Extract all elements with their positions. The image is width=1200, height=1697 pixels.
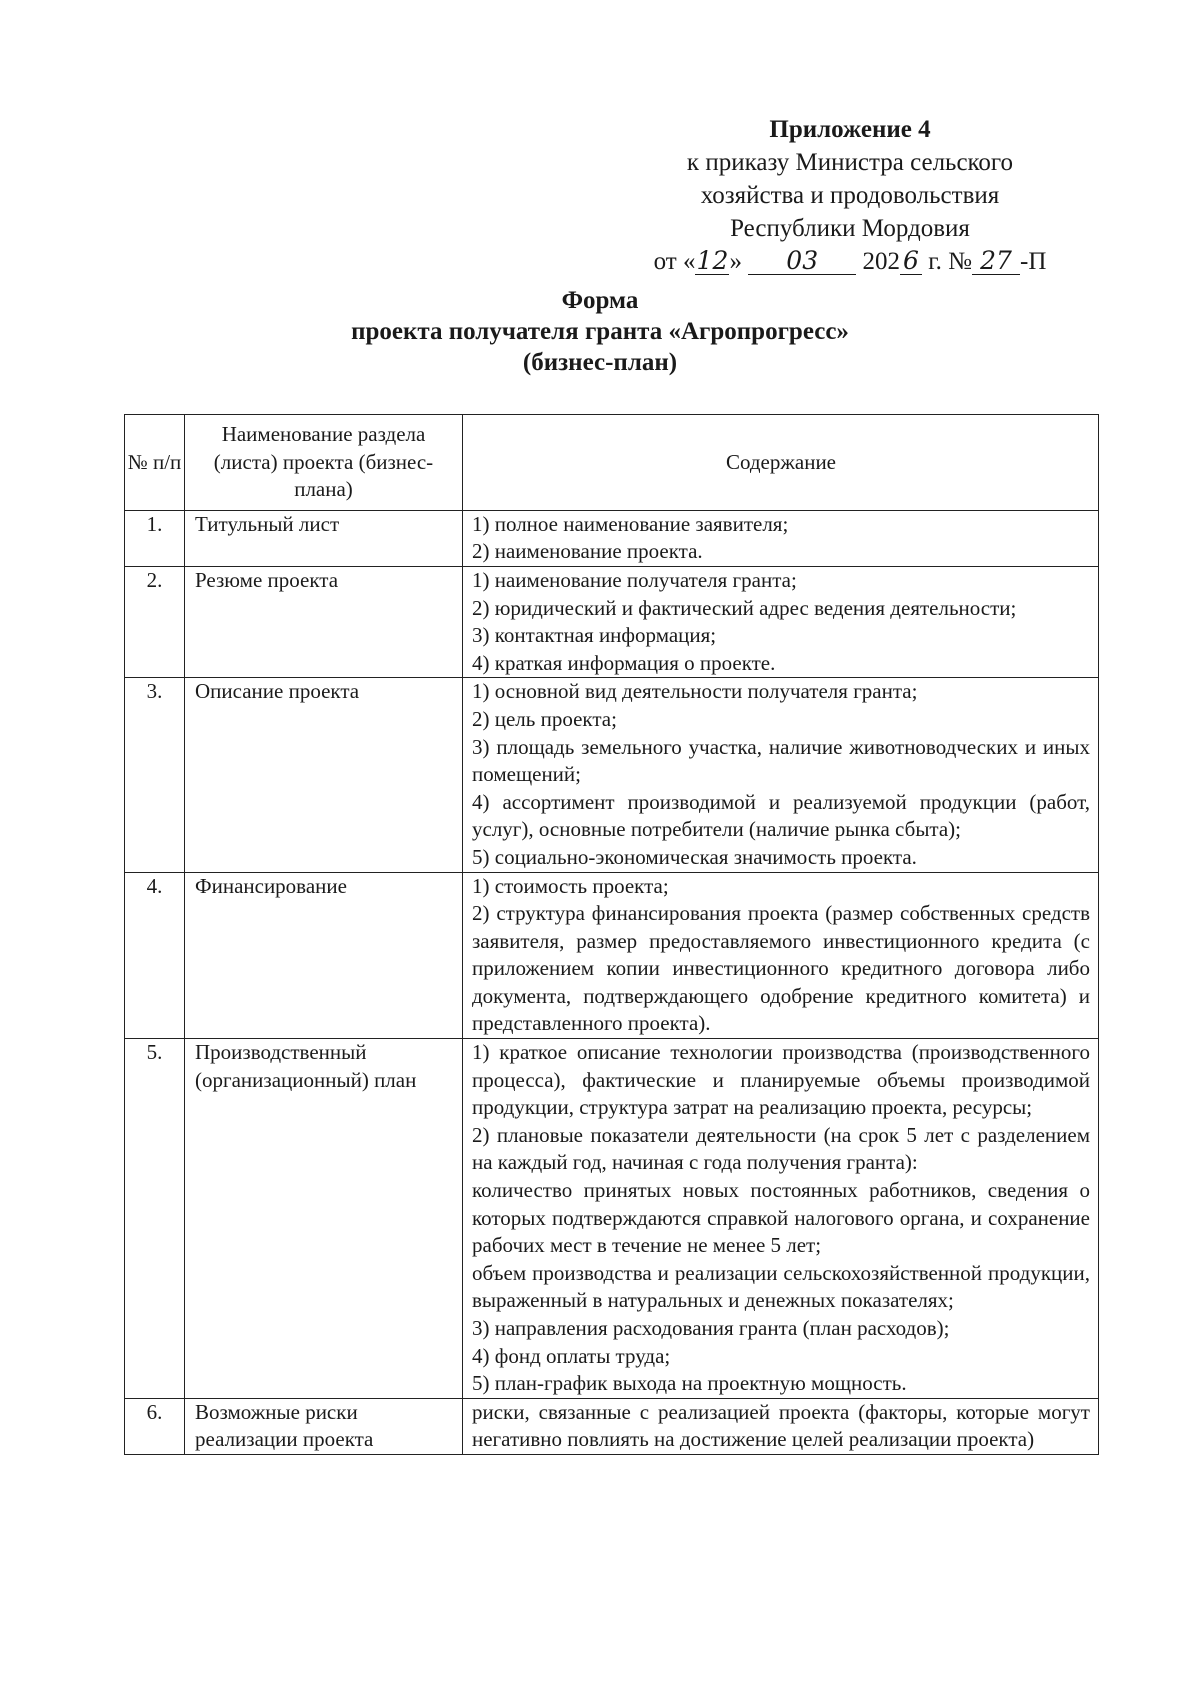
table-row <box>125 678 1099 872</box>
content-item: 2) плановые показатели деятельности (на срок 5 лет с разделением на каждый год, начиная с года получения гранта): <box>472 1122 1090 1175</box>
row-number: 3. <box>125 678 185 872</box>
table-row <box>125 566 1099 677</box>
row-number: 4. <box>125 872 185 1039</box>
section-name: Титульный лист <box>185 510 463 566</box>
section-name: Производственный (организационный) план <box>185 1039 463 1399</box>
table-body <box>125 510 1099 1454</box>
row-number: 2. <box>125 566 185 677</box>
content-item: 1) стоимость проекта; <box>472 873 669 898</box>
row-number: 6. <box>125 1398 185 1454</box>
section-content <box>463 872 1099 1039</box>
content-item: количество принятых новых постоянных работников, сведения о которых подтверждаются справкой налогового органа, и сохранение рабочих мест в течение не менее 5 лет; <box>472 1178 1090 1258</box>
content-item: 2) цель проекта; <box>472 706 617 731</box>
number-suffix: -П <box>1020 248 1047 275</box>
section-name: Резюме проекта <box>185 566 463 677</box>
section-content <box>463 1398 1099 1454</box>
order-number: 27 <box>972 248 1020 275</box>
table-row <box>125 872 1099 1039</box>
content-item: 1) полное наименование заявителя; <box>472 511 789 536</box>
table-header-row <box>125 415 1099 511</box>
section-name: Возможные риски реализации проекта <box>185 1398 463 1454</box>
header-content: Содержание <box>463 415 1099 511</box>
content-item: 1) наименование получателя гранта; <box>472 567 797 592</box>
content-item: 4) ассортимент производимой и реализуемой продукции (работ, услуг), основные потребители (наличие рынка сбыта); <box>472 789 1090 842</box>
content-item: 1) основной вид деятельности получателя гранта; <box>472 679 918 704</box>
content-item: 2) наименование проекта. <box>472 539 703 564</box>
content-item: 3) направления расходования гранта (план расходов); <box>472 1316 950 1340</box>
row-number: 5. <box>125 1039 185 1399</box>
content-item: 5) социально-экономическая значимость проекта. <box>472 844 917 869</box>
year-prefix: 202 <box>862 248 900 275</box>
table-row <box>125 1039 1099 1399</box>
form-title <box>0 285 1200 378</box>
date-month: 03 <box>748 248 856 275</box>
date-mid: » <box>729 248 742 275</box>
order-reference-line2: хозяйства и продовольствия <box>700 182 1000 209</box>
section-content <box>463 510 1099 566</box>
year-suffix: 6 <box>900 248 922 275</box>
date-prefix: от « <box>653 248 696 275</box>
form-title-line2: проекта получателя гранта «Агропрогресс» <box>351 318 849 345</box>
number-label: г. № <box>928 248 972 275</box>
table-row <box>125 510 1099 566</box>
row-number: 1. <box>125 510 185 566</box>
content-item: риски, связанные с реализацией проекта (факторы, которые могут негативно повлиять на достижение целей реализации проекта) <box>472 1399 1090 1452</box>
section-name: Описание проекта <box>185 678 463 872</box>
section-content <box>463 566 1099 677</box>
header-section-name: Наименование раздела (листа) проекта (бизнес-плана) <box>185 415 463 511</box>
section-name: Финансирование <box>185 872 463 1039</box>
content-item: объем производства и реализации сельскохозяйственной продукции, выраженный в натуральных и денежных показателях; <box>472 1260 1090 1313</box>
section-content <box>463 1039 1099 1399</box>
form-title-line3: (бизнес-план) <box>522 349 678 376</box>
content-item: 1) краткое описание технологии производства (производственного процесса), фактические и планируемые объемы производимой продукции, структура затрат на реализацию проекта, ресурсы; <box>472 1040 1090 1120</box>
appendix-header <box>600 113 1100 278</box>
order-reference-line3: Республики Мордовия <box>730 215 970 242</box>
content-item: 4) краткая информация о проекте. <box>472 650 776 675</box>
content-item: 3) контактная информация; <box>472 623 717 648</box>
content-item: 3) площадь земельного участка, наличие животноводческих и иных помещений; <box>472 734 1090 787</box>
form-title-line1: Форма <box>561 287 639 314</box>
section-content <box>463 678 1099 872</box>
content-item: 2) юридический и фактический адрес ведения деятельности; <box>472 595 1017 620</box>
date-day: 12 <box>696 246 729 275</box>
content-item: 2) структура финансирования проекта (размер собственных средств заявителя, размер предоставляемого инвестиционного кредита (с приложением копии инвестиционного кредитного договора либо документа, подтверждающего одобрение кредитного комитета) и представленного проекта). <box>472 901 1090 1036</box>
appendix-title: Приложение 4 <box>769 116 931 143</box>
order-date-line <box>600 245 1100 278</box>
header-number: № п/п <box>125 415 185 511</box>
order-reference-line1: к приказу Министра сельского <box>686 149 1014 176</box>
content-item: 5) план-график выхода на проектную мощность. <box>472 1371 907 1396</box>
content-item: 4) фонд оплаты труда; <box>472 1343 671 1368</box>
business-plan-table <box>124 414 1099 1455</box>
table-row <box>125 1398 1099 1454</box>
